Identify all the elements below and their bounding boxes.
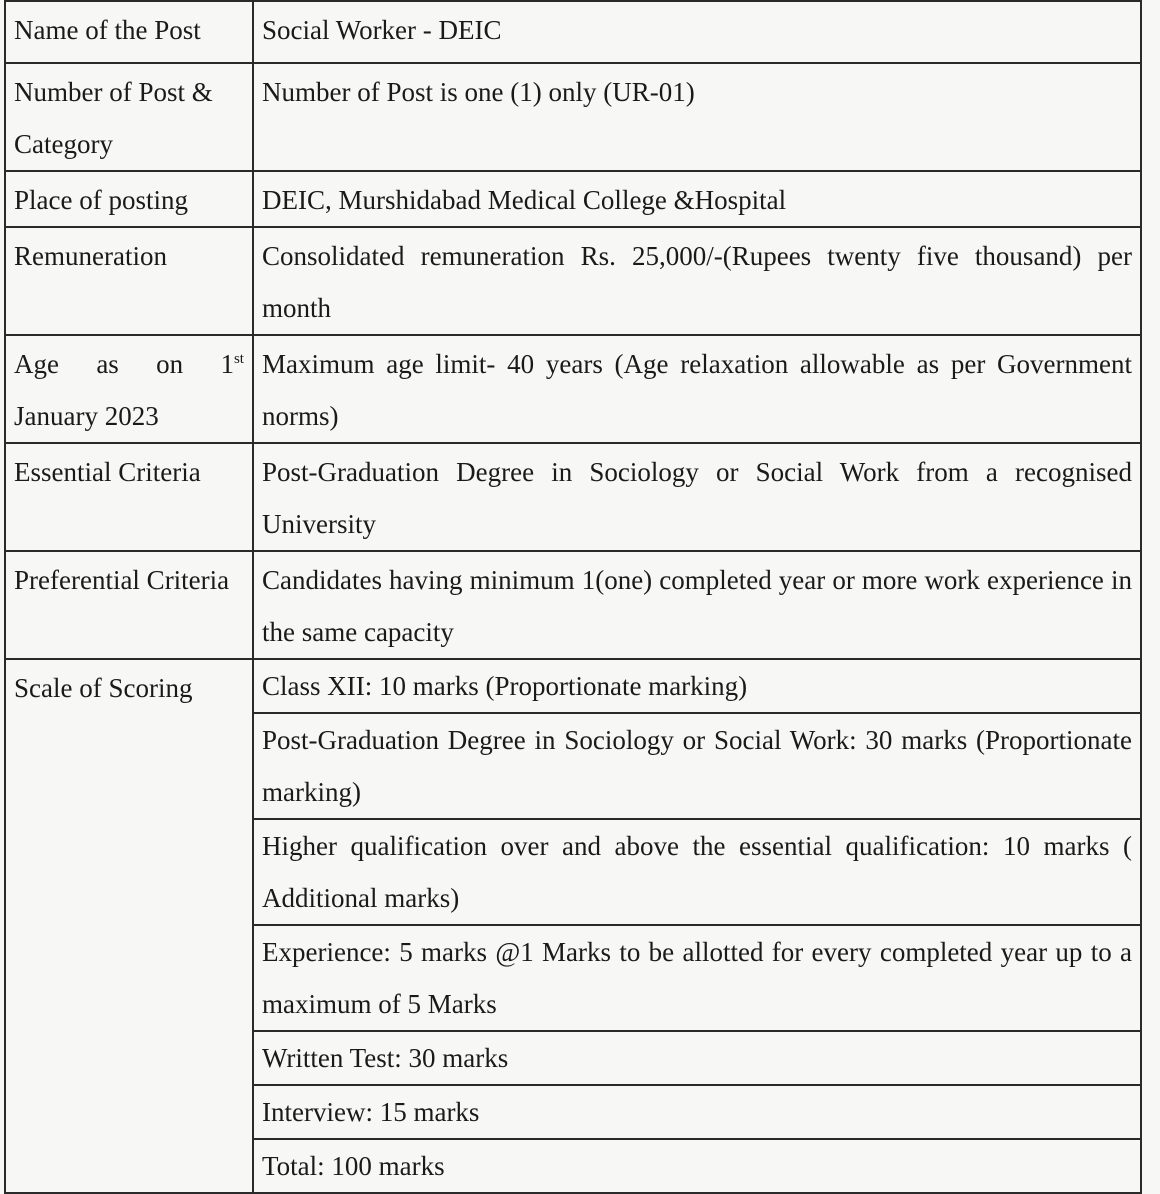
scale-item: Post-Graduation Degree in Sociology or Social Work: 30 marks (Proportionate marking) [253,713,1141,819]
age-day-suffix: st [233,351,244,367]
value-number-category: Number of Post is one (1) only (UR-01) [253,63,1141,171]
age-word-3: on [156,349,184,379]
age-word-4 [220,338,244,390]
age-word-2: as [96,349,119,379]
label-essential: Essential Criteria [5,443,253,551]
value-remuneration: Consolidated remuneration Rs. 25,000/-(Rupees twenty five thousand) per month [253,227,1141,335]
recruitment-document [4,0,1142,1194]
label-remuneration: Remuneration [5,227,253,335]
value-preferential: Candidates having minimum 1(one) completed year or more work experience in the same capacity [253,551,1141,659]
scale-item: Higher qualification over and above the essential qualification: 10 marks ( Additional marks) [253,819,1141,925]
age-word-1: Age [14,349,59,379]
label-number-category: Number of Post & Category [5,63,253,171]
value-age: Maximum age limit- 40 years (Age relaxation allowable as per Government norms) [253,335,1141,443]
label-age [5,335,253,443]
scale-item: Class XII: 10 marks (Proportionate marking) [253,659,1141,713]
table-row-age [5,335,1141,443]
table-row-scale-1 [5,659,1141,713]
table-row-place [5,171,1141,227]
scale-item: Total: 100 marks [253,1139,1141,1193]
age-label-line1 [14,338,244,390]
table-row-preferential [5,551,1141,659]
table-row-number-category [5,63,1141,171]
label-place: Place of posting [5,171,253,227]
table-row-essential [5,443,1141,551]
scale-item: Experience: 5 marks @1 Marks to be allotted for every completed year up to a maximum of 5 Marks [253,925,1141,1031]
scale-item: Written Test: 30 marks [253,1031,1141,1085]
value-post-name: Social Worker - DEIC [253,1,1141,63]
label-preferential: Preferential Criteria [5,551,253,659]
age-label-line2: January 2023 [14,401,159,431]
post-details-table [4,0,1142,1194]
label-post-name: Name of the Post [5,1,253,63]
age-day: 1 [220,349,234,379]
table-row-remuneration [5,227,1141,335]
value-place: DEIC, Murshidabad Medical College &Hospital [253,171,1141,227]
value-essential: Post-Graduation Degree in Sociology or Social Work from a recognised University [253,443,1141,551]
table-row-post-name [5,1,1141,63]
label-scale: Scale of Scoring [5,659,253,1193]
scale-item: Interview: 15 marks [253,1085,1141,1139]
